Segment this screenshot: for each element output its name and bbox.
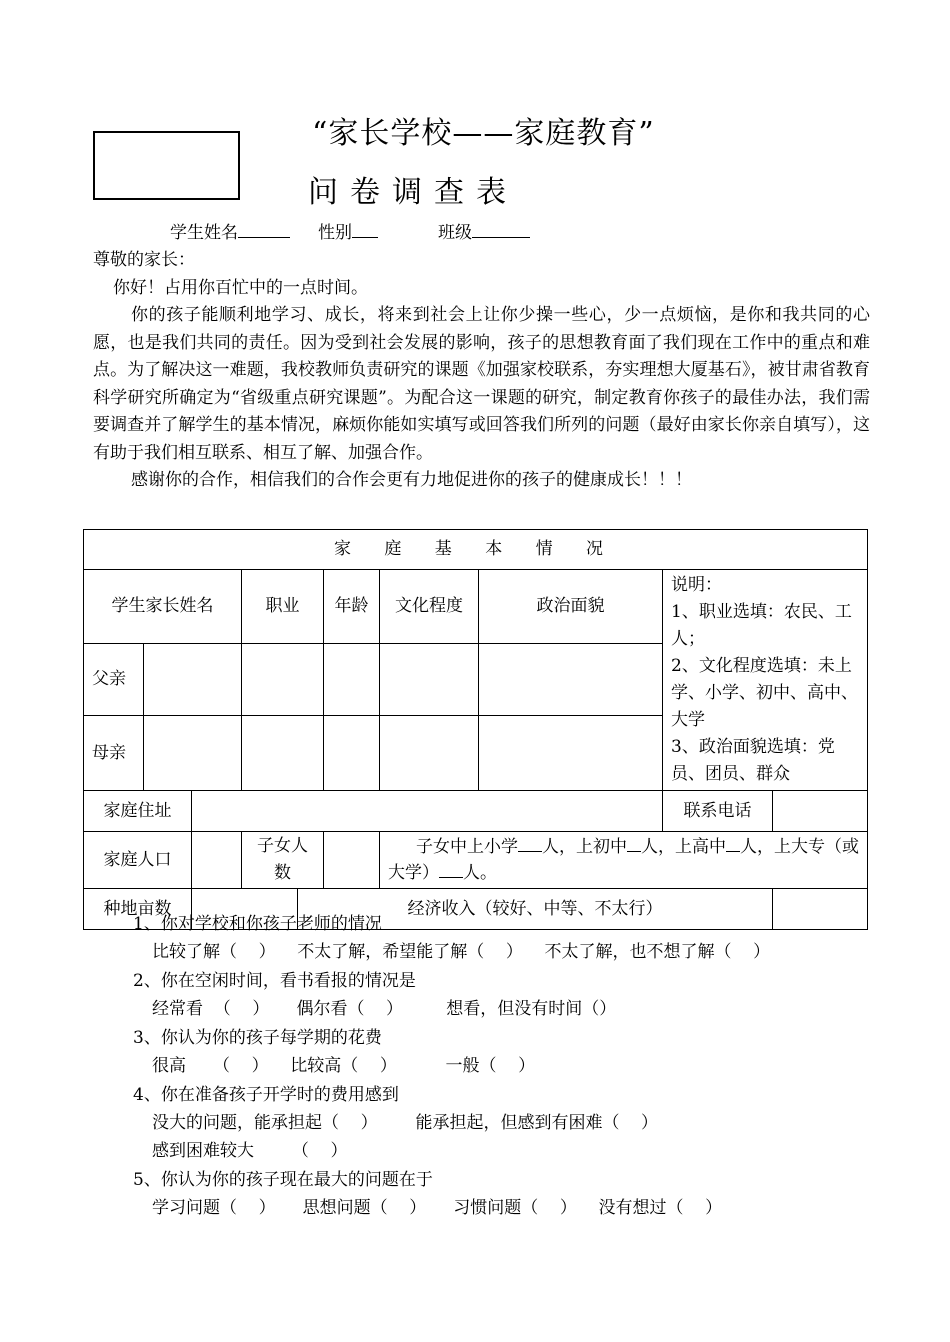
class-blank[interactable] [472, 221, 530, 238]
letter-body: 你的孩子能顺利地学习、成长，将来到社会上让你少操一些心，少一点烦恼，是你和我共同的心愿，也是我们共同的责任。因为受到社会发展的影响，孩子的思想教育面了我们现在工作中的重点和难点。为了解决这一难题，我校教师负责研究的课题《加强家校联系，夯实理想大厦基石》，被甘肃省教育科学研究所确定为“省级重点研究课题”。为配合这一课题的研究，制定教育你孩子的最佳办法，我们需要调查并了解学生的基本情况，麻烦你能如实填写或回答我们所列的问题（最好由家长你亲自填写），这有助于我们相互联系、相互了解、加强合作。 [93, 305, 870, 463]
mother-age-cell[interactable] [324, 716, 380, 791]
father-political-cell[interactable] [479, 643, 663, 715]
phone-label: 联系电话 [663, 791, 773, 832]
question-2-options[interactable]: 经常看 （ ） 偶尔看（ ） 想看，但没有时间（） [152, 999, 617, 1019]
salutation: 尊敬的家长： [93, 250, 195, 270]
address-label: 家庭住址 [84, 791, 192, 832]
father-education-cell[interactable] [380, 643, 479, 715]
address-cell[interactable] [192, 791, 663, 832]
question-4-options-2[interactable]: 感到困难较大 （ ） [152, 1141, 348, 1161]
question-1: 1、你对学校和你孩子老师的情况 [133, 914, 382, 934]
student-name-label: 学生姓名 [170, 223, 238, 243]
gender-field [318, 218, 378, 243]
question-3: 3、你认为你的孩子每学期的花费 [133, 1028, 382, 1048]
father-label: 父亲 [84, 643, 144, 715]
question-4-options[interactable]: 没大的问题，能承担起（ ） 能承担起，但感到有困难（ ） [152, 1113, 659, 1133]
notes-cell [663, 570, 868, 791]
question-1-options[interactable]: 比较了解（ ） 不太了解，希望能了解（ ） 不太了解，也不想了解（ ） [152, 942, 771, 962]
question-5: 5、你认为你的孩子现在最大的问题在于 [133, 1170, 433, 1190]
notes-title: 说明： [671, 575, 722, 595]
note-2: 2、文化程度选填：未上学、小学、初中、高中、大学 [671, 656, 858, 730]
children-label: 子女人数 [242, 832, 324, 889]
header-political: 政治面貌 [479, 570, 663, 644]
student-name-field [170, 218, 290, 243]
family-info-table [83, 529, 868, 930]
gender-blank[interactable] [352, 221, 378, 238]
mother-name-cell[interactable] [144, 716, 242, 791]
mother-label: 母亲 [84, 716, 144, 791]
phone-cell[interactable] [773, 791, 868, 832]
mother-job-cell[interactable] [242, 716, 324, 791]
farmland-label: 种地亩数 [84, 889, 192, 930]
note-3: 3、政治面貌选填：党员、团员、群众 [671, 737, 835, 784]
student-name-blank[interactable] [238, 221, 290, 238]
class-field [438, 218, 530, 243]
question-3-options[interactable]: 很高 （ ） 比较高（ ） 一般（ ） [152, 1056, 536, 1076]
question-5-options[interactable]: 学习问题（ ） 思想问题（ ） 习惯问题（ ） 没有想过（ ） [152, 1198, 723, 1218]
children-count-cell[interactable] [324, 832, 380, 889]
income-cell[interactable] [773, 889, 868, 930]
letter [93, 247, 870, 495]
population-cell[interactable] [192, 832, 242, 889]
greeting: 你好！占用你百忙中的一点时间。 [113, 277, 368, 298]
class-label: 班级 [438, 223, 472, 243]
mother-political-cell[interactable] [479, 716, 663, 791]
father-age-cell[interactable] [324, 643, 380, 715]
header-education: 文化程度 [380, 570, 479, 644]
income-label: 经济收入（较好、中等、不太行） [298, 889, 773, 930]
question-4: 4、你在准备孩子开学时的费用感到 [133, 1085, 399, 1105]
photo-box [93, 131, 240, 200]
title-line-1: “家长学校——家庭教育” [312, 116, 655, 151]
title-line-2: 问卷调查表 [308, 175, 518, 210]
note-1: 1、职业选填：农民、工人； [671, 602, 852, 649]
father-name-cell[interactable] [144, 643, 242, 715]
letter-thanks: 感谢你的合作，相信我们的合作会更有力地促进你的孩子的健康成长！！！ [131, 470, 692, 490]
father-job-cell[interactable] [242, 643, 324, 715]
mother-education-cell[interactable] [380, 716, 479, 791]
gender-label: 性别 [318, 223, 352, 243]
header-job: 职业 [242, 570, 324, 644]
children-detail: 子女中上小学 人，上初中 人，上高中 人，上大专（或大学） 人。 [380, 832, 868, 889]
table-title: 家 庭 基 本 情 况 [84, 530, 868, 570]
question-2: 2、你在空闲时间，看书看报的情况是 [133, 971, 416, 991]
header-age: 年龄 [324, 570, 380, 644]
population-label: 家庭人口 [84, 832, 192, 889]
header-parent-name: 学生家长姓名 [84, 570, 242, 644]
